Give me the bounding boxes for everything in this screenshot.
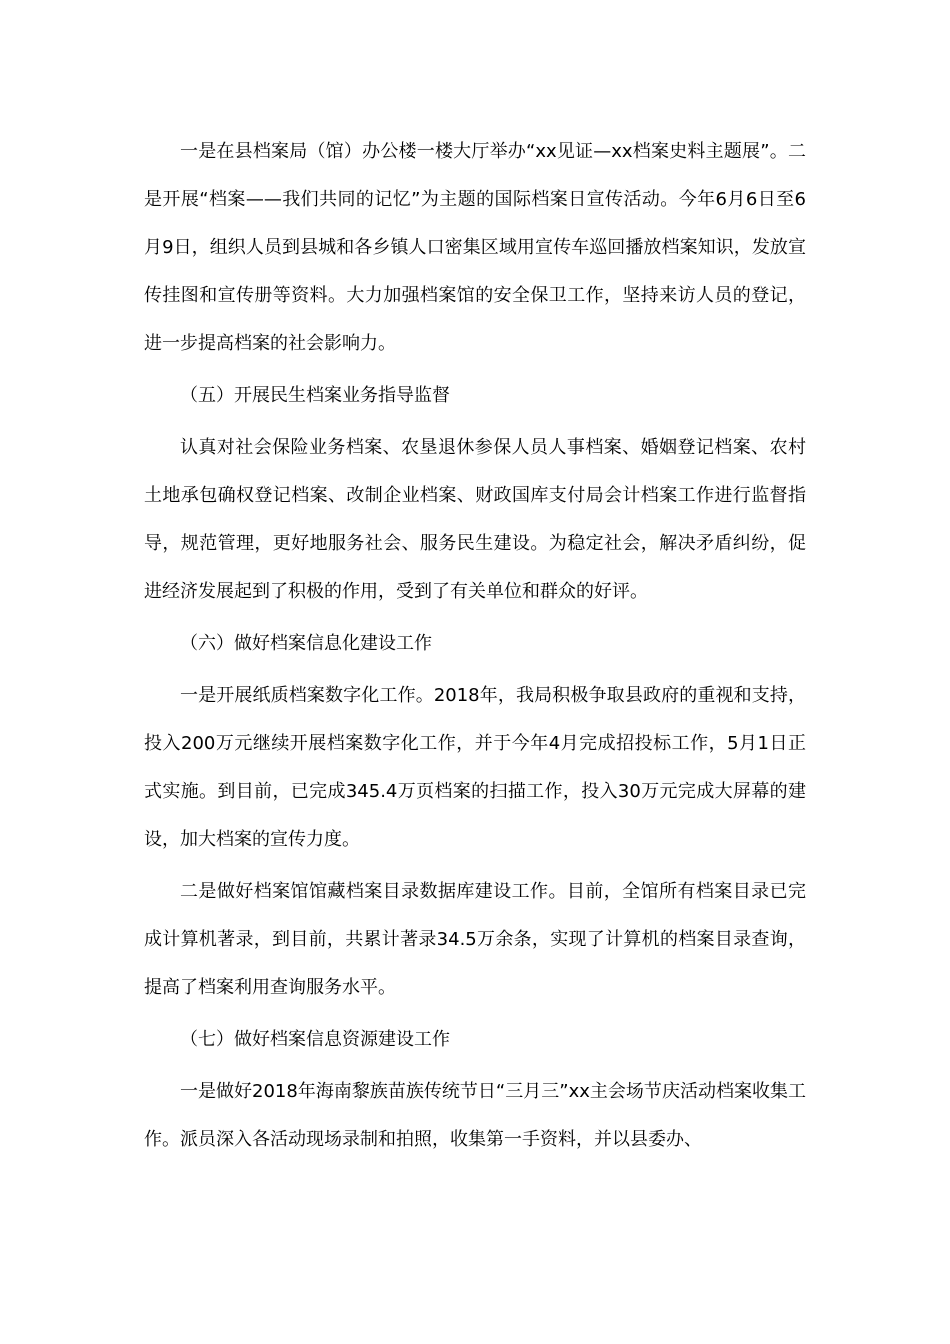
paragraph-festival-archives: 一是做好2018年海南黎族苗族传统节日“三月三”xx主会场节庆活动档案收集工作。派员深入各活动现场录制和拍照，收集第一手资料，并以县委办、 — [144, 1081, 806, 1150]
section-heading-6: （六）做好档案信息化建设工作 — [180, 633, 432, 654]
paragraph-digitization: 一是开展纸质档案数字化工作。2018年，我局积极争取县政府的重视和支持，投入200万元继续开展档案数字化工作，并于今年4月完成招投标工作，5月1日正式实施。到目前，已完成345.4万页档案的扫描工作，投入30万元完成大屏幕的建设，加大档案的宣传力度。 — [144, 685, 806, 850]
section-heading-7: （七）做好档案信息资源建设工作 — [180, 1029, 450, 1050]
paragraph-publicity: 一是在县档案局（馆）办公楼一楼大厅举办“xx见证—xx档案史料主题展”。二是开展“档案——我们共同的记忆”为主题的国际档案日宣传活动。今年6月6日至6月9日，组织人员到县城和各乡镇人口密集区域用宣传车巡回播放档案知识，发放宣传挂图和宣传册等资料。大力加强档案馆的安全保卫工作，坚持来访人员的登记，进一步提高档案的社会影响力。 — [144, 141, 806, 354]
document-body — [144, 128, 806, 1168]
section-heading-5: （五）开展民生档案业务指导监督 — [180, 385, 450, 406]
paragraph-livelihood-archives: 认真对社会保险业务档案、农垦退休参保人员人事档案、婚姻登记档案、农村土地承包确权登记档案、改制企业档案、财政国库支付局会计档案工作进行监督指导，规范管理，更好地服务社会、服务民生建设。为稳定社会，解决矛盾纠纷，促进经济发展起到了积极的作用，受到了有关单位和群众的好评。 — [144, 437, 806, 602]
paragraph-catalog-database: 二是做好档案馆馆藏档案目录数据库建设工作。目前，全馆所有档案目录已完成计算机著录，到目前，共累计著录34.5万余条，实现了计算机的档案目录查询，提高了档案利用查询服务水平。 — [144, 881, 806, 998]
